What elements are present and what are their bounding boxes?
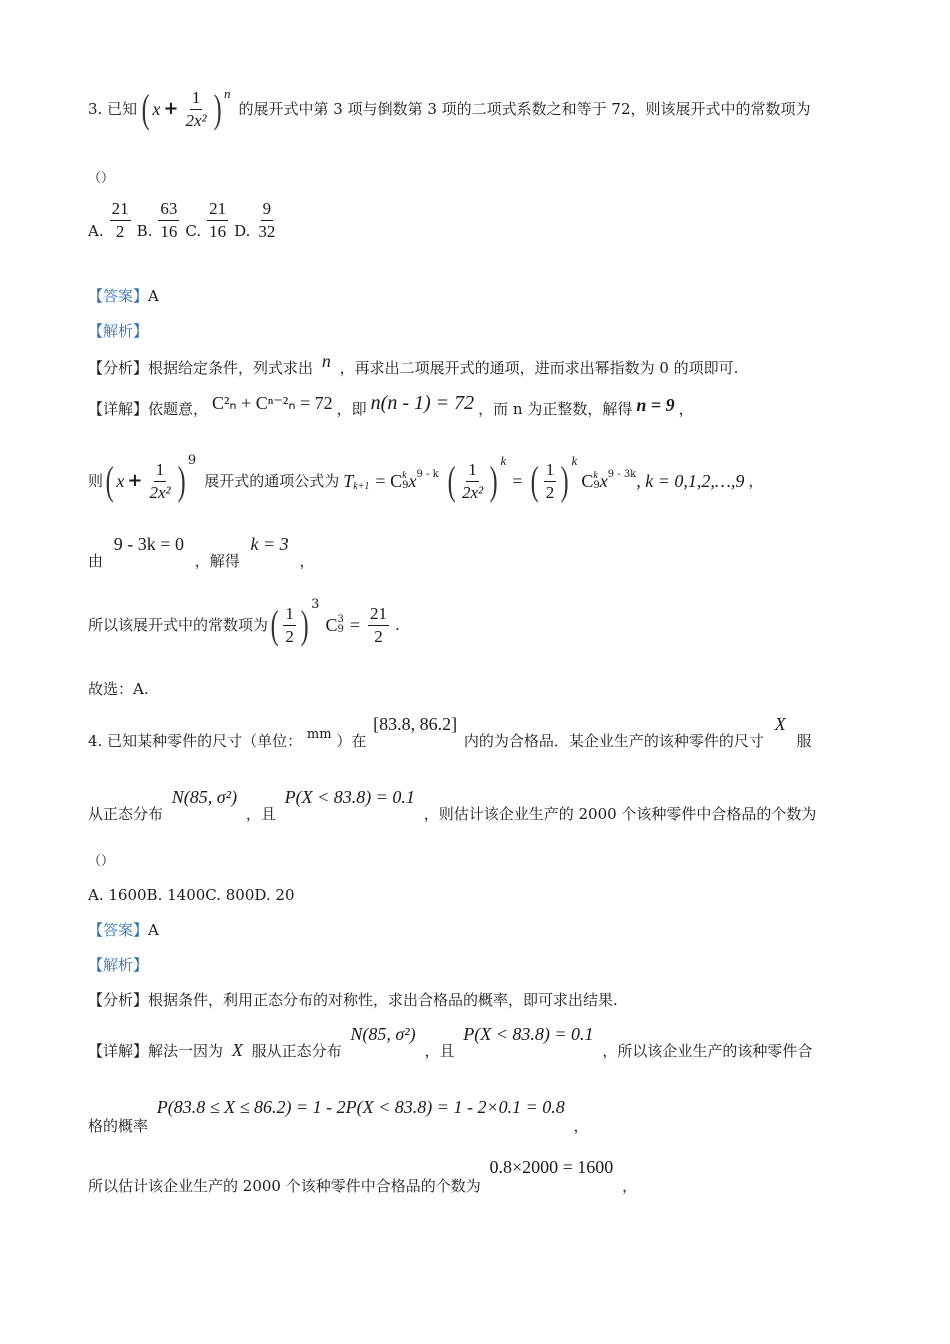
q3-prefix: 3. 已知	[88, 99, 138, 118]
tk-tail-c: C	[581, 471, 594, 491]
q4-text-a: 4. 已知某种零件的尺寸（单位：	[88, 732, 303, 750]
q4-stem-line2	[88, 788, 816, 824]
fenxi-tag: 【分析】	[88, 359, 149, 377]
option-label: D.	[234, 221, 251, 240]
q4-unit: mm	[306, 727, 332, 742]
left-paren: (	[270, 602, 279, 647]
xiangjie-tag: 【详解】	[88, 1042, 149, 1060]
xiangjie-end1: ，	[678, 399, 694, 418]
final-num: 21	[368, 605, 389, 626]
final-c-indices	[337, 615, 343, 635]
q3-analysis-tag: 【解析】	[88, 322, 149, 340]
option-fraction	[207, 200, 228, 241]
option-num: 21	[207, 200, 228, 221]
right-paren: )	[177, 458, 186, 503]
q4-text-c: 内的为合格品．某企业生产的该种零件的尺寸	[463, 732, 764, 750]
q3-paren: （）	[88, 171, 115, 186]
tk-tail-x-sup: 9 - 3k	[607, 469, 637, 480]
final-den: 2	[374, 626, 383, 646]
expr-plus: +	[163, 98, 179, 119]
tk-tail-sup: k	[593, 470, 598, 481]
sy-end: ，	[622, 1177, 638, 1195]
answer-value: A	[148, 921, 159, 939]
expr-den: 2x²	[149, 482, 171, 502]
option-den: 2	[115, 221, 125, 241]
final-equals: =	[349, 615, 360, 635]
expr-x: x	[152, 99, 161, 119]
q3-option-d	[234, 200, 279, 241]
option-den: 16	[160, 221, 178, 241]
option-den: 32	[258, 221, 276, 241]
answer-value: A	[148, 287, 159, 305]
q4-paren: （）	[88, 854, 115, 869]
fenxi-tag: 【分析】	[88, 991, 149, 1009]
tk-tail-sub: 9	[593, 480, 600, 491]
tk-frac-num: 1	[466, 461, 479, 482]
expr-fraction	[147, 461, 172, 502]
option-fraction	[158, 200, 179, 241]
q4-text-l2b: ，且	[245, 805, 276, 823]
eq-9-3k: 9 - 3k = 0	[113, 534, 184, 554]
q4-options: A. 1600B. 1400C. 800D. 20	[88, 886, 295, 904]
tk-equals-2: =	[512, 471, 523, 491]
q4-probability-line	[88, 1098, 589, 1134]
eq-binomial-sum: C²ₙ + Cⁿ⁻²ₙ = 72	[212, 393, 333, 413]
tk-exponent-k: k	[500, 453, 507, 468]
tk-frac-den: 2x²	[461, 482, 484, 502]
right-paren: )	[560, 458, 569, 503]
q3-options	[88, 200, 279, 241]
right-paren: )	[489, 458, 498, 503]
q3-stem	[88, 82, 811, 136]
q3-option-b	[137, 200, 182, 241]
fenxi-text-b: ，再求出二项展开式的通项，进而求出幂指数为 0 的项即可.	[339, 359, 739, 377]
q3-guxuan: 故选：A.	[88, 680, 149, 698]
q3-constant-term	[88, 596, 400, 654]
final-half-den: 2	[285, 626, 294, 646]
eq-n-product: n(n - 1) = 72	[370, 392, 475, 414]
expr-den: 2x²	[185, 110, 207, 130]
solve-end: ，	[299, 552, 315, 570]
gl-equation: P(83.8 ≤ X ≤ 86.2) = 1 - 2P(X < 83.8) = 1 - 2×0.1 = 0.8	[156, 1097, 565, 1117]
gl-text: 格的概率	[88, 1117, 149, 1135]
left-paren: (	[141, 86, 150, 131]
q4-text-l2c: ，则估计该企业生产的 2000 个该种零件中合格品的个数为	[423, 805, 817, 823]
expr-num: 1	[154, 461, 167, 482]
q3-general-term	[88, 452, 763, 510]
fenxi-text-a: 根据给定条件，列式求出	[148, 359, 314, 377]
q4-fenxi	[88, 993, 618, 1008]
final-fraction	[368, 605, 389, 646]
q4-normal-dist: N(85, σ²)	[171, 787, 238, 807]
left-paren: (	[531, 458, 540, 503]
xiangjie-mid2: ，而 n 为正整数，解得	[478, 399, 633, 418]
option-num: 21	[110, 200, 131, 221]
right-paren: )	[213, 86, 222, 131]
final-c-sup: 3	[337, 614, 344, 625]
option-num: 9	[261, 200, 274, 221]
tk-k-list: , k = 0,1,2,…,9	[636, 471, 745, 491]
fenxi-n: n	[321, 351, 331, 371]
eq-n-value: n = 9	[636, 395, 675, 415]
final-half-num: 1	[283, 605, 296, 626]
suoyi-text: 所以该展开式中的常数项为	[88, 615, 269, 634]
expr-x: x	[116, 471, 125, 491]
tk-subscript: k+1	[353, 481, 370, 492]
option-num: 63	[158, 200, 179, 221]
option-label: A.	[88, 221, 104, 240]
final-end: .	[395, 615, 400, 634]
q4-text-d: 服	[796, 732, 812, 750]
ze-mid: 展开式的通项公式为	[204, 471, 340, 490]
tk-x-sup: 9 - k	[416, 469, 439, 480]
q3-option-a	[88, 200, 133, 241]
xiangjie-text: 依题意，	[148, 399, 209, 418]
xj-normal-dist: N(85, σ²)	[350, 1024, 416, 1044]
tk-c-sup: k	[402, 470, 407, 481]
sy-text: 所以估计该企业生产的 2000 个该种零件中合格品的个数为	[88, 1177, 481, 1195]
option-fraction	[110, 200, 131, 241]
tk-fraction	[460, 461, 485, 502]
tk-c-sub: 9	[402, 480, 409, 491]
gl-end: ，	[573, 1117, 589, 1135]
option-fraction	[256, 200, 277, 241]
general-term-end: ，	[748, 471, 764, 490]
expr-exponent: 9	[187, 453, 197, 468]
q4-prob: P(X < 83.8) = 0.1	[284, 787, 415, 807]
q4-stem-line1	[88, 715, 811, 751]
expr-plus: +	[127, 470, 143, 491]
answer-tag: 【答案】	[88, 287, 149, 305]
final-c: C	[325, 615, 338, 635]
tk-equals: = C	[375, 471, 403, 491]
answer-tag: 【答案】	[88, 921, 149, 939]
ze-text: 则	[88, 471, 104, 490]
xj-text-b: 服从正态分布	[251, 1042, 342, 1060]
q4-count-line	[88, 1158, 637, 1194]
q4-text-b: ）在	[336, 732, 367, 750]
xiangjie-tag: 【详解】	[88, 399, 149, 418]
half-exponent-k: k	[571, 453, 578, 468]
q3-stem-rest: 的展开式中第 3 项与倒数第 3 项的二项式系数之和等于 72，则该展开式中的常数项为	[238, 99, 811, 118]
xj-text-a: 解法一因为	[148, 1042, 224, 1060]
option-label: C.	[185, 221, 202, 240]
q4-analysis-tag: 【解析】	[88, 956, 149, 974]
left-paren: (	[105, 458, 114, 503]
q3-option-c	[185, 200, 230, 241]
half-fraction	[544, 461, 557, 502]
q3-expression	[139, 85, 231, 131]
q4-xiangjie	[88, 1025, 812, 1061]
final-half	[283, 605, 296, 646]
option-den: 16	[209, 221, 227, 241]
q3-fenxi	[88, 351, 739, 377]
xj-text-d: ，所以该企业生产的该种零件合	[602, 1042, 813, 1060]
q4-answer	[88, 923, 159, 938]
q4-text-l2a: 从正态分布	[88, 805, 164, 823]
you-text: 由	[88, 552, 104, 570]
left-paren: (	[447, 458, 456, 503]
right-paren: )	[300, 602, 309, 647]
final-c-sub: 9	[337, 624, 344, 635]
jiede-text: ，解得	[194, 552, 240, 570]
fenxi-text: 根据条件，利用正态分布的对称性，求出合格品的概率，即可求出结果.	[148, 991, 618, 1009]
xiangjie-mid1: ，即	[336, 399, 367, 418]
half-num: 1	[544, 461, 557, 482]
tk-tail-x: x	[599, 471, 608, 491]
expr-num: 1	[190, 89, 203, 110]
q4-x-symbol: X	[774, 714, 786, 734]
eq-k-value: k = 3	[250, 534, 289, 554]
q3-answer	[88, 289, 159, 304]
tk-symbol: T	[343, 471, 354, 491]
q3-xiangjie	[88, 392, 694, 423]
sy-equation: 0.8×2000 = 1600	[489, 1157, 614, 1177]
half-den: 2	[545, 482, 555, 502]
tk-x: x	[408, 471, 417, 491]
final-exponent: 3	[311, 597, 320, 612]
q4-interval: [83.8, 86.2]	[373, 714, 458, 734]
xj-x-symbol: X	[231, 1040, 243, 1060]
q3-solve-k	[88, 535, 314, 571]
expr-exponent: n	[224, 85, 231, 101]
xj-text-c: ，且	[424, 1042, 455, 1060]
expr-fraction	[184, 89, 209, 130]
option-label: B.	[136, 221, 153, 240]
xj-prob: P(X < 83.8) = 0.1	[463, 1024, 594, 1044]
